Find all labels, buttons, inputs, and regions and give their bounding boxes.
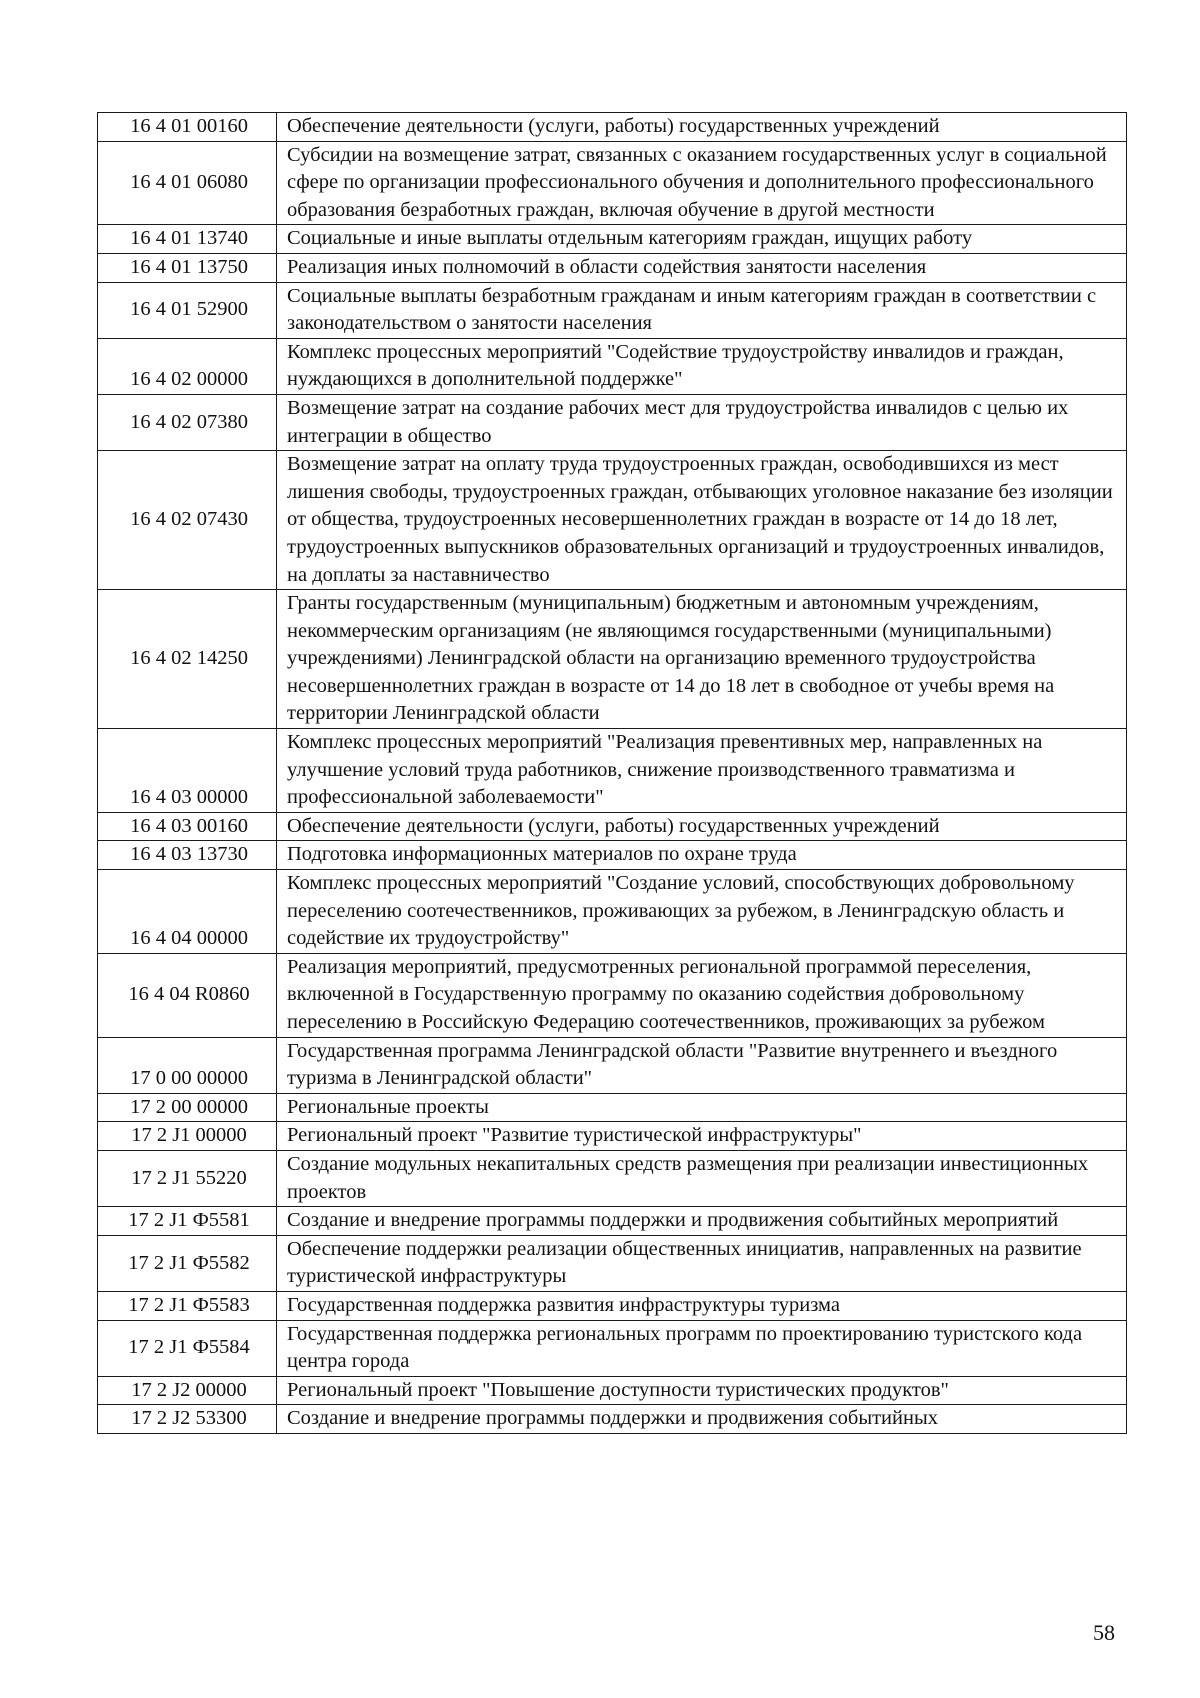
row-code: 16 4 01 13750 bbox=[98, 253, 277, 282]
table-row bbox=[98, 225, 1127, 254]
table-row bbox=[98, 338, 1127, 394]
row-code: 17 2 J1 55220 bbox=[98, 1150, 277, 1206]
table-row bbox=[98, 113, 1127, 142]
table-row bbox=[98, 841, 1127, 870]
row-description: Гранты государственным (муниципальным) бюджетным и автономным учреждениям, некоммерческим организациям (не являющимся государственными (муниципальными) учреждениями) Ленинградской области на организацию временного трудоустройства несовершеннолетних граждан в возрасте от 14 до 18 лет в свободное от учебы время на территории Ленинградской области bbox=[277, 590, 1127, 729]
table-row bbox=[98, 1376, 1127, 1405]
row-description: Обеспечение деятельности (услуги, работы) государственных учреждений bbox=[277, 113, 1127, 142]
row-description: Создание и внедрение программы поддержки и продвижения событийных мероприятий bbox=[277, 1207, 1127, 1236]
row-description: Обеспечение деятельности (услуги, работы) государственных учреждений bbox=[277, 812, 1127, 841]
table-row bbox=[98, 1320, 1127, 1376]
row-code: 17 2 J2 00000 bbox=[98, 1376, 277, 1405]
row-description: Комплекс процессных мероприятий "Создание условий, способствующих добровольному переселению соотечественников, проживающих за рубежом, в Ленинградскую область и содействие их трудоустройству" bbox=[277, 870, 1127, 954]
row-code: 17 2 J2 53300 bbox=[98, 1405, 277, 1434]
row-code: 16 4 01 13740 bbox=[98, 225, 277, 254]
row-description: Государственная поддержка развития инфраструктуры туризма bbox=[277, 1291, 1127, 1320]
row-description: Комплекс процессных мероприятий "Содействие трудоустройству инвалидов и граждан, нуждающихся в дополнительной поддержке" bbox=[277, 338, 1127, 394]
row-code: 16 4 02 14250 bbox=[98, 590, 277, 729]
row-code: 17 2 J1 Ф5582 bbox=[98, 1235, 277, 1291]
table-row bbox=[98, 812, 1127, 841]
row-description: Создание и внедрение программы поддержки и продвижения событийных bbox=[277, 1405, 1127, 1434]
row-description: Субсидии на возмещение затрат, связанных с оказанием государственных услуг в социальной сфере по организации профессионального обучения и дополнительного профессионального образования безработных граждан, включая обучение в другой местности bbox=[277, 141, 1127, 225]
row-description: Комплекс процессных мероприятий "Реализация превентивных мер, направленных на улучшение условий труда работников, снижение производственного травматизма и профессиональной заболеваемости" bbox=[277, 729, 1127, 813]
row-description: Региональный проект "Повышение доступности туристических продуктов" bbox=[277, 1376, 1127, 1405]
row-code: 16 4 03 13730 bbox=[98, 841, 277, 870]
row-description: Региональные проекты bbox=[277, 1093, 1127, 1122]
row-description: Подготовка информационных материалов по охране труда bbox=[277, 841, 1127, 870]
row-description: Региональный проект "Развитие туристической инфраструктуры" bbox=[277, 1122, 1127, 1151]
table-row bbox=[98, 1235, 1127, 1291]
table-row bbox=[98, 1093, 1127, 1122]
row-description: Реализация иных полномочий в области содействия занятости населения bbox=[277, 253, 1127, 282]
row-code: 17 2 00 00000 bbox=[98, 1093, 277, 1122]
row-code: 16 4 03 00160 bbox=[98, 812, 277, 841]
table-row bbox=[98, 1150, 1127, 1206]
table-row bbox=[98, 451, 1127, 590]
row-description: Возмещение затрат на оплату труда трудоустроенных граждан, освободившихся из мест лишения свободы, трудоустроенных граждан, отбывающих уголовное наказание без изоляции от общества, трудоустроенных несовершеннолетних граждан в возрасте от 14 до 18 лет, трудоустроенных выпускников образовательных организаций и трудоустроенных инвалидов, на доплаты за наставничество bbox=[277, 451, 1127, 590]
table-row bbox=[98, 729, 1127, 813]
row-code: 16 4 02 07430 bbox=[98, 451, 277, 590]
row-code: 17 2 J1 Ф5584 bbox=[98, 1320, 277, 1376]
row-description: Обеспечение поддержки реализации общественных инициатив, направленных на развитие туристической инфраструктуры bbox=[277, 1235, 1127, 1291]
table-row bbox=[98, 394, 1127, 450]
row-code: 16 4 01 00160 bbox=[98, 113, 277, 142]
row-description: Государственная поддержка региональных программ по проектированию туристского кода центра города bbox=[277, 1320, 1127, 1376]
row-code: 16 4 04 00000 bbox=[98, 870, 277, 954]
table-row bbox=[98, 141, 1127, 225]
row-description: Социальные выплаты безработным гражданам и иным категориям граждан в соответствии с законодательством о занятости населения bbox=[277, 282, 1127, 338]
row-description: Реализация мероприятий, предусмотренных региональной программой переселения, включенной в Государственную программу по оказанию содействия добровольному переселению в Российскую Федерацию соотечественников, проживающих за рубежом bbox=[277, 953, 1127, 1037]
row-code: 16 4 04 R0860 bbox=[98, 953, 277, 1037]
row-code: 16 4 01 52900 bbox=[98, 282, 277, 338]
budget-codes-table bbox=[97, 112, 1127, 1434]
table-row bbox=[98, 282, 1127, 338]
row-description: Создание модульных некапитальных средств размещения при реализации инвестиционных проектов bbox=[277, 1150, 1127, 1206]
table-row bbox=[98, 590, 1127, 729]
row-description: Государственная программа Ленинградской области "Развитие внутреннего и въездного туризма в Ленинградской области" bbox=[277, 1037, 1127, 1093]
row-code: 17 2 J1 00000 bbox=[98, 1122, 277, 1151]
row-code: 16 4 02 07380 bbox=[98, 394, 277, 450]
table-row bbox=[98, 870, 1127, 954]
row-code: 17 0 00 00000 bbox=[98, 1037, 277, 1093]
table-row bbox=[98, 1122, 1127, 1151]
row-description: Социальные и иные выплаты отдельным категориям граждан, ищущих работу bbox=[277, 225, 1127, 254]
row-code: 16 4 01 06080 bbox=[98, 141, 277, 225]
row-code: 17 2 J1 Ф5581 bbox=[98, 1207, 277, 1236]
table-row bbox=[98, 1207, 1127, 1236]
table-row bbox=[98, 953, 1127, 1037]
row-code: 16 4 02 00000 bbox=[98, 338, 277, 394]
row-description: Возмещение затрат на создание рабочих мест для трудоустройства инвалидов с целью их интеграции в общество bbox=[277, 394, 1127, 450]
table-row bbox=[98, 1405, 1127, 1434]
table-row bbox=[98, 1291, 1127, 1320]
page-number: 58 bbox=[1093, 1620, 1115, 1645]
table-row bbox=[98, 253, 1127, 282]
table-body bbox=[98, 113, 1127, 1434]
table-row bbox=[98, 1037, 1127, 1093]
row-code: 16 4 03 00000 bbox=[98, 729, 277, 813]
row-code: 17 2 J1 Ф5583 bbox=[98, 1291, 277, 1320]
